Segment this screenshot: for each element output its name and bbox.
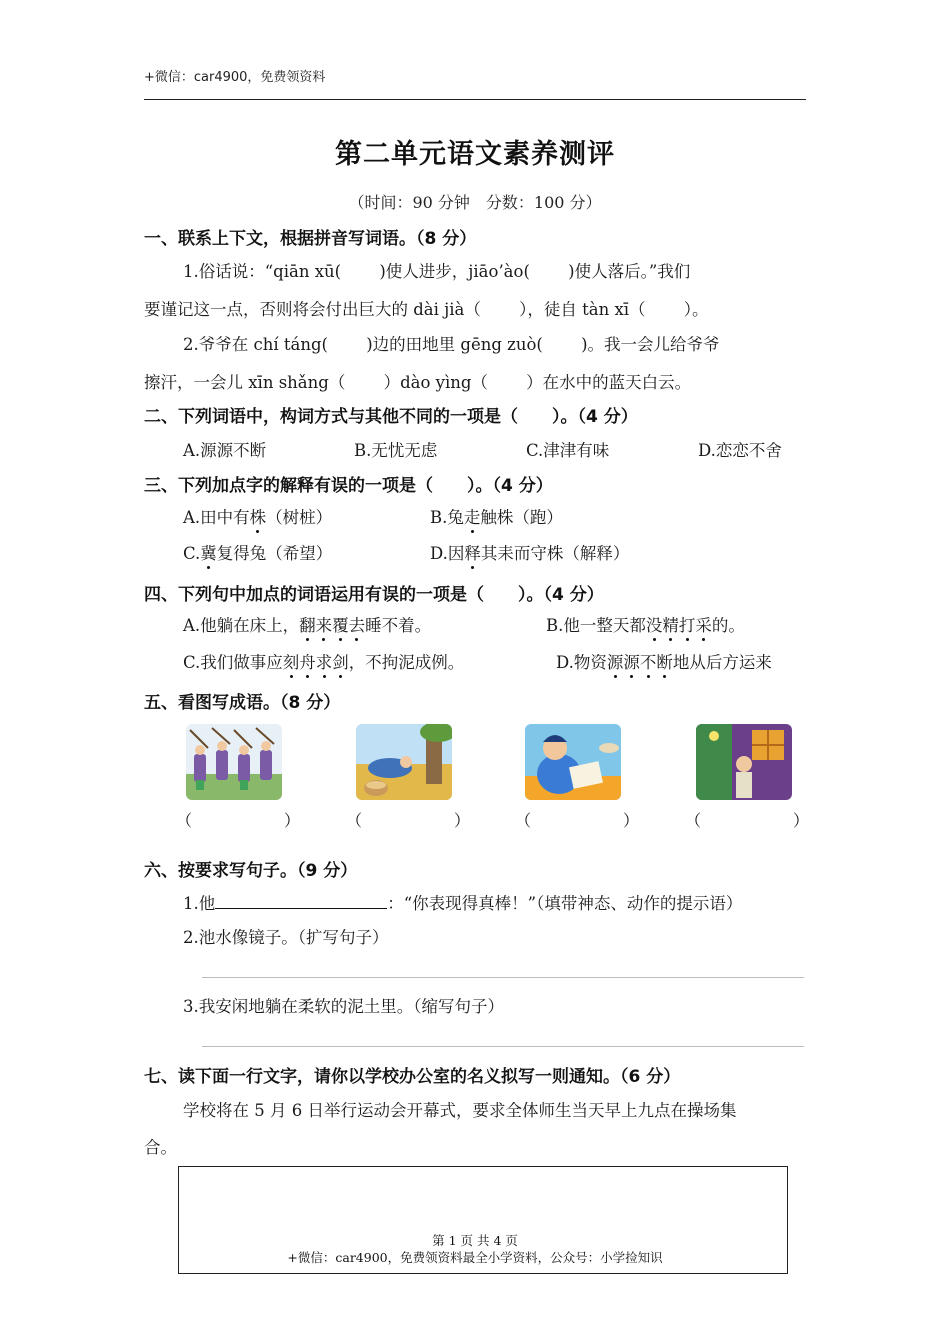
s6-line-3: 3.我安闲地躺在柔软的泥土里。（缩写句子） [183,997,504,1016]
s5-paren-open-3: （ [515,811,532,830]
s3-option-d [430,540,629,564]
s6-fill-blank[interactable] [215,894,387,909]
s5-paren-open-2: （ [346,811,363,830]
dotted-char: 剑 [332,649,349,673]
s6-line-1 [183,890,742,914]
header-note: +微信：car4900，免费领资料 [144,70,326,85]
dotted-char: 求 [316,649,333,673]
section-2-heading: 二、下列词语中，构词方式与其他不同的一项是（ ）。（4 分） [144,407,638,427]
s7-line-1: 学校将在 5 月 6 日举行运动会开幕式，要求全体师生当天早上九点在操场集 [183,1101,737,1120]
page-subtitle: （时间：90 分钟 分数：100 分） [348,193,602,212]
dotted-char: 翻 [299,612,316,636]
s4-d-pre: D.物资 [556,653,607,672]
s6-writing-line-1[interactable] [202,977,804,978]
s4-option-b [546,612,745,636]
s3-option-b [430,504,563,528]
s6-line-2: 2.池水像镜子。（扩写句子） [183,928,389,947]
dotted-char: 覆 [332,612,349,636]
s4-d-dotted [607,653,673,672]
s3-option-c [183,540,332,564]
s3-a-pre: A.田中有 [183,508,250,527]
header-rule [144,99,806,100]
s5-paren-open-4: （ [685,811,702,830]
s1-line-1: 1.俗话说：“qiān xū( )使人进步，jiāo’ào( )使人落后。”我们 [183,262,691,281]
s5-paren-close-2: ） [454,811,471,830]
s3-b-pre: B.兔 [430,508,464,527]
s4-a-post: 睡不着。 [365,616,432,635]
s4-b-pre: B.他一整天都 [546,616,646,635]
s4-c-pre: C.我们做事应 [183,653,283,672]
dotted-char: 没 [646,612,663,636]
s5-paren-close-3: ） [623,811,640,830]
s3-c-post: 复得兔（希望） [216,544,333,563]
dotted-char: 断 [656,649,673,673]
s3-d-pre: D.因 [430,544,465,563]
s3-a-dotted: 株 [250,504,267,528]
s6-l1-pre: 1.他 [183,894,216,913]
s2-option-b: B.无忧无虑 [354,441,438,460]
footer-page-number: 第 1 页 共 4 页 [432,1233,518,1248]
s2-option-d: D.恋恋不舍 [698,441,782,460]
s5-paren-close-1: ） [284,811,301,830]
s4-option-c [183,649,464,673]
dotted-char: 源 [607,649,624,673]
s5-paren-open-1: （ [176,811,193,830]
s4-d-post: 地从后方运来 [672,653,772,672]
s2-option-a: A.源源不断 [183,441,267,460]
dotted-char: 精 [662,612,679,636]
s5-paren-close-4: ） [793,811,810,830]
section-5-heading: 五、看图写成语。（8 分） [144,693,341,713]
section-6-heading: 六、按要求写句子。（9 分） [144,861,358,881]
s3-d-post: 其耒而守株（解释） [480,544,630,563]
dotted-char: 去 [349,612,366,636]
page-title: 第二单元语文素养测评 [335,139,615,170]
s4-a-pre: A.他躺在床上， [183,616,300,635]
night-window-image [696,724,792,800]
s4-b-dotted [646,616,712,635]
bird-eagle-image [525,724,621,800]
rabbit-tree-image [356,724,452,800]
s4-a-dotted [299,616,365,635]
s6-l1-post: ：“你表现得真棒！”（填带神态、动作的提示语） [387,894,743,913]
s4-option-d [556,649,772,673]
s3-b-dotted: 走 [464,504,481,528]
s1-line-3: 2.爷爷在 chí táng( )边的田地里 gēng zuò( )。我一会儿给爷爷 [183,335,720,354]
s3-b-post: 触株（跑） [480,508,563,527]
s3-c-pre: C. [183,544,201,563]
dotted-char: 来 [316,612,333,636]
s1-line-2: 要谨记这一点，否则将会付出巨大的 dài jià（ ），徒自 tàn xī（ ）。 [144,300,709,319]
s4-b-post: 的。 [711,616,745,635]
archers-image [186,724,282,800]
s3-d-dotted: 释 [464,540,481,564]
section-7-heading: 七、读下面一行文字，请你以学校办公室的名义拟写一则通知。（6 分） [144,1067,681,1087]
section-4-heading: 四、下列句中加点的词语运用有误的一项是（ ）。（4 分） [144,585,604,605]
dotted-char: 采 [695,612,712,636]
s3-c-dotted: 冀 [200,540,217,564]
section-3-heading: 三、下列加点字的解释有误的一项是（ ）。（4 分） [144,476,553,496]
s4-c-dotted [283,653,349,672]
dotted-char: 刻 [283,649,300,673]
s4-option-a [183,612,431,636]
s6-writing-line-2[interactable] [202,1046,804,1047]
section-1-heading: 一、联系上下文，根据拼音写词语。（8 分） [144,229,477,249]
s7-line-2: 合。 [144,1138,177,1157]
dotted-char: 舟 [299,649,316,673]
s4-c-post: ，不拘泥成例。 [348,653,465,672]
s3-a-post: （树桩） [266,508,333,527]
s1-line-4: 擦汗，一会儿 xīn shǎng（ ）dào yìng（ ）在水中的蓝天白云。 [144,373,692,392]
dotted-char: 不 [640,649,657,673]
footer-note: +微信：car4900，免费领资料最全小学资料，公众号：小学捡知识 [287,1250,663,1265]
dotted-char: 打 [679,612,696,636]
dotted-char: 源 [623,649,640,673]
s3-option-a [183,504,332,528]
s2-option-c: C.津津有味 [526,441,610,460]
